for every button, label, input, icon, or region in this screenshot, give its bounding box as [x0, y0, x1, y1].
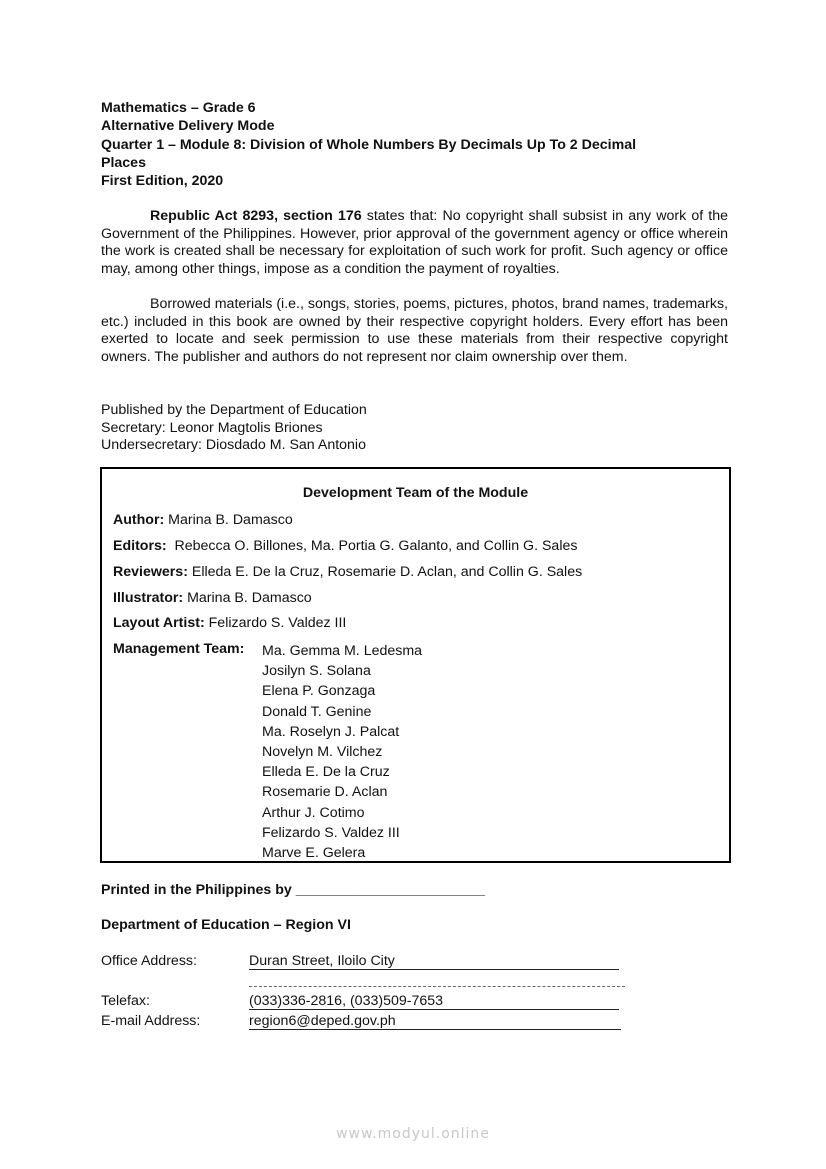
secretary: Secretary: Leonor Magtolis Briones — [101, 419, 323, 436]
publisher-info — [101, 402, 367, 455]
copyright-paragraph — [101, 208, 728, 278]
telefax-value: (033)336-2816, (033)509-7653 — [249, 993, 619, 1010]
management-member: Arthur J. Cotimo — [262, 804, 365, 821]
header-subject: Mathematics – Grade 6 — [101, 100, 256, 116]
management-member: Ma. Gemma M. Ledesma — [262, 643, 423, 659]
undersecretary: Undersecretary: Diosdado M. San Antonio — [101, 437, 366, 454]
team-title: Development Team of the Module — [302, 485, 529, 501]
management-member: Novelyn M. Vilchez — [262, 744, 383, 761]
team-row-value: Rebecca O. Billones, Ma. Portia G. Galanto, and Collin G. Sales — [166, 538, 578, 554]
team-row-label: Reviewers: — [113, 564, 188, 580]
management-member: Rosemarie D. Aclan — [262, 784, 388, 801]
team-row-label: Layout Artist: — [113, 615, 205, 631]
management-member: Marve E. Gelera — [262, 845, 366, 862]
blank-line — [249, 986, 625, 987]
module-header — [101, 99, 741, 190]
email-label: E-mail Address: — [101, 1013, 201, 1029]
email-value: region6@deped.gov.ph — [249, 1013, 621, 1030]
team-row-illustrator — [113, 590, 312, 606]
team-row-reviewers — [113, 564, 582, 580]
borrowed-text: Borrowed materials (i.e., songs, stories, poems, pictures, photos, brand names, trademarks, etc.) included in this book are owned by their respective copyright holders. Every effort has been exerted to locate and seek permission to use these materials from their respective copyright owners. The publisher and authors do not represent nor claim ownership over them. — [101, 296, 728, 365]
team-row-label: Author: — [113, 512, 165, 528]
management-member: Ma. Roselyn J. Palcat — [262, 723, 400, 740]
team-row-value: Marina B. Damasco — [164, 512, 293, 528]
management-team-label: Management Team: — [113, 641, 245, 657]
telefax-label: Telefax: — [101, 993, 150, 1009]
team-row-value: Elleda E. De la Cruz, Rosemarie D. Aclan, and Collin G. Sales — [187, 564, 583, 580]
team-row-value: Marina B. Damasco — [183, 590, 312, 606]
region-heading: Department of Education – Region VI — [101, 917, 351, 933]
office-address-value: Duran Street, Iloilo City — [249, 953, 619, 970]
watermark: www.modyul.online — [336, 1126, 490, 1142]
borrowed-materials-paragraph — [101, 296, 728, 366]
management-member: Felizardo S. Valdez III — [262, 824, 400, 841]
management-member: Donald T. Genine — [262, 703, 372, 720]
management-member: Josilyn S. Solana — [262, 663, 371, 680]
law-text: states that: No copyright shall subsist in any work of the Government of the Philippines. However, prior approval of the government agency or office wherein the work is created shall be necessary for exploitation of such work for profit. Such agency or office may, among other things, impose as a condition the payment of royalties. — [101, 208, 729, 277]
team-row-layout-artist — [113, 615, 346, 631]
team-row-label: Editors: — [113, 538, 167, 554]
team-row-label: Illustrator: — [113, 590, 184, 606]
team-row-value: Felizardo S. Valdez III — [204, 615, 347, 631]
team-row-author — [113, 512, 293, 528]
printed-by: Printed in the Philippines by ________________________ — [101, 882, 486, 898]
office-address-label: Office Address: — [101, 953, 197, 969]
law-reference: Republic Act 8293, section 176 — [150, 208, 362, 224]
published-by: Published by the Department of Education — [101, 402, 367, 418]
management-member: Elena P. Gonzaga — [262, 683, 376, 700]
team-row-editors — [113, 538, 577, 554]
header-module-title: Quarter 1 – Module 8: Division of Whole Numbers By Decimals Up To 2 Decimal — [101, 136, 637, 153]
header-module-title-cont: Places — [101, 154, 146, 171]
header-mode: Alternative Delivery Mode — [101, 118, 275, 135]
development-team-box — [100, 467, 731, 863]
header-edition: First Edition, 2020 — [101, 173, 224, 190]
management-team-list — [262, 641, 422, 863]
management-member: Elleda E. De la Cruz — [262, 764, 390, 781]
